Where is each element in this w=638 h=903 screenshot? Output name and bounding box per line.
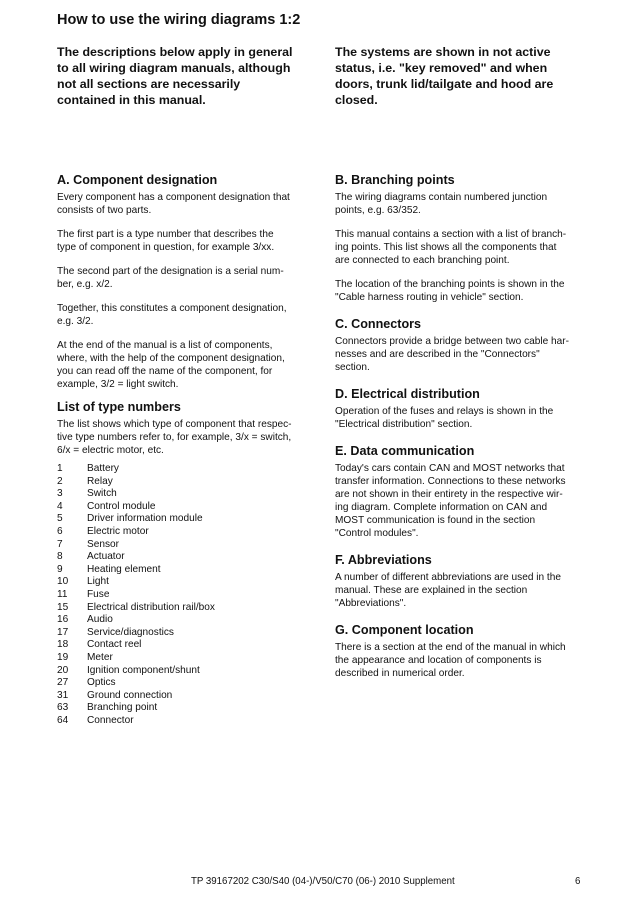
section-g-heading: G. Component location — [335, 623, 474, 637]
type-number-row — [57, 463, 215, 476]
type-label: Service/diagnostics — [87, 626, 174, 638]
section-b-heading: B. Branching points — [335, 173, 455, 187]
type-number: 7 — [57, 538, 63, 550]
type-number: 11 — [57, 588, 68, 600]
type-number: 18 — [57, 639, 69, 651]
type-label: Switch — [87, 488, 117, 500]
section-branching-points — [335, 172, 587, 304]
section-a-heading: A. Component designation — [57, 173, 218, 187]
type-number-row — [57, 690, 215, 703]
section-a-paragraph-5: At the end of the manual is a list of components, where, with the help of the component designation, you can read off the name of the component, for example, 3/2 = light switch. — [57, 340, 285, 390]
type-number: 63 — [57, 702, 69, 714]
left-sections — [57, 172, 309, 727]
section-f-heading: F. Abbreviations — [335, 553, 432, 567]
type-number-table — [57, 463, 215, 727]
type-label: Audio — [87, 614, 113, 626]
type-label: Relay — [87, 475, 113, 487]
right-sections — [335, 172, 587, 691]
type-number-row — [57, 702, 215, 715]
section-g-paragraph-1: There is a section at the end of the manual in which the appearance and location of components is described in numerical order. — [335, 642, 566, 679]
type-number: 64 — [57, 714, 69, 726]
page-number: 6 — [575, 876, 581, 887]
type-number: 31 — [57, 689, 69, 701]
type-label: Electrical distribution rail/box — [87, 601, 215, 613]
section-a-paragraph-4: Together, this constitutes a component designation, e.g. 3/2. — [57, 303, 287, 327]
type-number-row — [57, 589, 215, 602]
type-number-row — [57, 476, 215, 489]
type-label: Heating element — [87, 563, 161, 575]
section-b-paragraph-1: The wiring diagrams contain numbered junction points, e.g. 63/352. — [335, 192, 548, 216]
type-label: Light — [87, 576, 109, 588]
type-number: 4 — [57, 500, 63, 512]
section-a-paragraph-2: The first part is a type number that describes the type of component in question, for example 3/xx. — [57, 229, 275, 253]
type-label: Electric motor — [87, 525, 149, 537]
type-number-row — [57, 614, 215, 627]
type-number: 20 — [57, 664, 69, 676]
type-label: Ground connection — [87, 689, 173, 701]
type-number-row — [57, 539, 215, 552]
type-number: 16 — [57, 614, 69, 626]
type-number-row — [57, 627, 215, 640]
section-e-paragraph-1: Today's cars contain CAN and MOST networks that transfer information. Connections to these networks are not shown in their entirety in the respective wir- ing diagram. Complete information on CAN and MOST communication is found in the section "Control modules". — [335, 463, 566, 539]
type-label: Ignition component/shunt — [87, 664, 200, 676]
intro-left-column — [57, 44, 309, 108]
type-label: Optics — [87, 677, 116, 689]
type-number-row — [57, 513, 215, 526]
type-list-heading: List of type numbers — [57, 400, 181, 414]
type-number: 10 — [57, 576, 69, 588]
type-number-row — [57, 715, 215, 728]
type-number: 6 — [57, 525, 63, 537]
type-label: Branching point — [87, 702, 158, 714]
type-number: 3 — [57, 488, 63, 500]
type-label: Meter — [87, 651, 113, 663]
type-number: 27 — [57, 677, 69, 689]
type-number: 8 — [57, 551, 63, 563]
section-abbreviations — [335, 552, 587, 610]
section-component-designation — [57, 172, 309, 391]
type-number-row — [57, 602, 215, 615]
section-d-heading: D. Electrical distribution — [335, 387, 480, 401]
section-f-paragraph-1: A number of different abbreviations are used in the manual. These are explained in the section "Abbreviations". — [335, 572, 561, 609]
type-label: Contact reel — [87, 639, 142, 651]
intro-left-text: The descriptions below apply in general to all wiring diagram manuals, although not all sections are necessarily contained in this manual. — [57, 45, 293, 107]
section-c-paragraph-1: Connectors provide a bridge between two cable har- nesses and are described in the "Connectors" section. — [335, 336, 569, 373]
type-number-row — [57, 639, 215, 652]
type-label: Connector — [87, 714, 134, 726]
type-label: Control module — [87, 500, 156, 512]
section-connectors — [335, 316, 587, 374]
intro-right-text: The systems are shown in not active status, i.e. "key removed" and when doors, trunk lid/tailgate and hood are closed. — [335, 45, 554, 107]
section-data-communication — [335, 443, 587, 540]
type-number: 19 — [57, 651, 69, 663]
intro-right-column — [335, 44, 587, 108]
type-number: 2 — [57, 475, 63, 487]
section-e-heading: E. Data communication — [335, 444, 475, 458]
section-d-paragraph-1: Operation of the fuses and relays is shown in the "Electrical distribution" section. — [335, 406, 554, 430]
type-label: Actuator — [87, 551, 125, 563]
type-number-row — [57, 488, 215, 501]
type-list-intro: The list shows which type of component that respec- tive type numbers refer to, for example, 3/x = switch, 6/x = electric motor, etc. — [57, 419, 292, 456]
type-label: Battery — [87, 463, 119, 474]
type-label: Fuse — [87, 588, 110, 600]
type-number: 1 — [57, 463, 63, 474]
section-b-paragraph-2: This manual contains a section with a list of branch- ing points. This list shows all the components that are connected to each branching point. — [335, 229, 567, 266]
section-a-paragraph-3: The second part of the designation is a serial num- ber, e.g. x/2. — [57, 266, 284, 290]
type-number-row — [57, 665, 215, 678]
type-number: 5 — [57, 513, 63, 525]
type-number-row — [57, 564, 215, 577]
section-a-paragraph-1: Every component has a component designation that consists of two parts. — [57, 192, 290, 216]
section-type-numbers — [57, 399, 309, 727]
type-number-row — [57, 652, 215, 665]
section-c-heading: C. Connectors — [335, 317, 422, 331]
type-number: 17 — [57, 626, 69, 638]
page-title: How to use the wiring diagrams 1:2 — [57, 12, 301, 28]
type-label: Driver information module — [87, 513, 203, 525]
type-number-row — [57, 576, 215, 589]
type-number: 9 — [57, 563, 63, 575]
section-electrical-distribution — [335, 386, 587, 431]
section-component-location — [335, 622, 587, 680]
type-label: Sensor — [87, 538, 119, 550]
type-number-row — [57, 677, 215, 690]
section-b-paragraph-3: The location of the branching points is shown in the "Cable harness routing in vehicle" section. — [335, 279, 565, 303]
type-number: 15 — [57, 601, 69, 613]
type-number-row — [57, 551, 215, 564]
type-number-row — [57, 526, 215, 539]
footer-document-id: TP 39167202 C30/S40 (04-)/V50/C70 (06-) 2010 Supplement — [191, 876, 455, 887]
type-number-row — [57, 501, 215, 514]
